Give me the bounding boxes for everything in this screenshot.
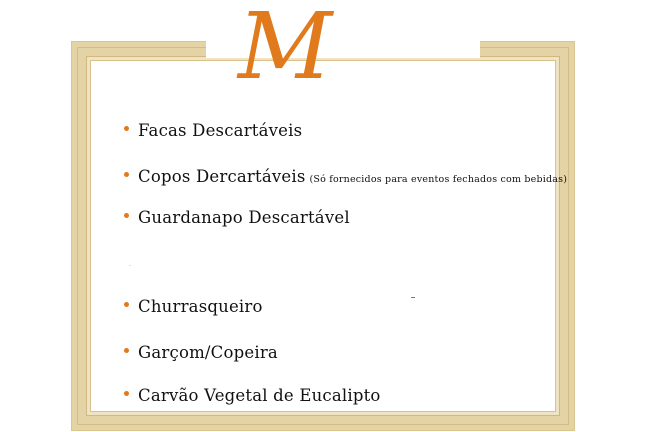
item-label: Guardanapo Descartável bbox=[138, 208, 350, 227]
decorative-frame bbox=[72, 42, 574, 430]
item-label: Copos Dercartáveis bbox=[138, 167, 306, 186]
bullet-icon bbox=[124, 302, 129, 307]
list-item bbox=[124, 208, 350, 227]
monogram-letter: M bbox=[238, 0, 333, 92]
bullet-icon bbox=[124, 213, 129, 218]
monogram-logo bbox=[228, 0, 398, 92]
item-label: Facas Descartáveis bbox=[138, 121, 303, 140]
item-label: Carvão Vegetal de Eucalipto bbox=[138, 386, 381, 405]
list-item bbox=[124, 297, 263, 316]
item-note: (Só fornecidos para eventos fechados com bebidas) bbox=[309, 174, 568, 185]
list-item bbox=[124, 167, 567, 186]
bullet-icon bbox=[124, 126, 129, 131]
item-label: Garçom/Copeira bbox=[138, 343, 278, 362]
list-item bbox=[124, 121, 302, 140]
bullet-icon bbox=[124, 348, 129, 353]
bullet-icon bbox=[124, 391, 129, 396]
list-item bbox=[124, 343, 278, 362]
bullet-icon bbox=[124, 172, 129, 177]
speck bbox=[129, 265, 131, 266]
item-label: Churrasqueiro bbox=[138, 297, 263, 316]
list-item bbox=[124, 386, 381, 405]
speck bbox=[411, 297, 415, 298]
